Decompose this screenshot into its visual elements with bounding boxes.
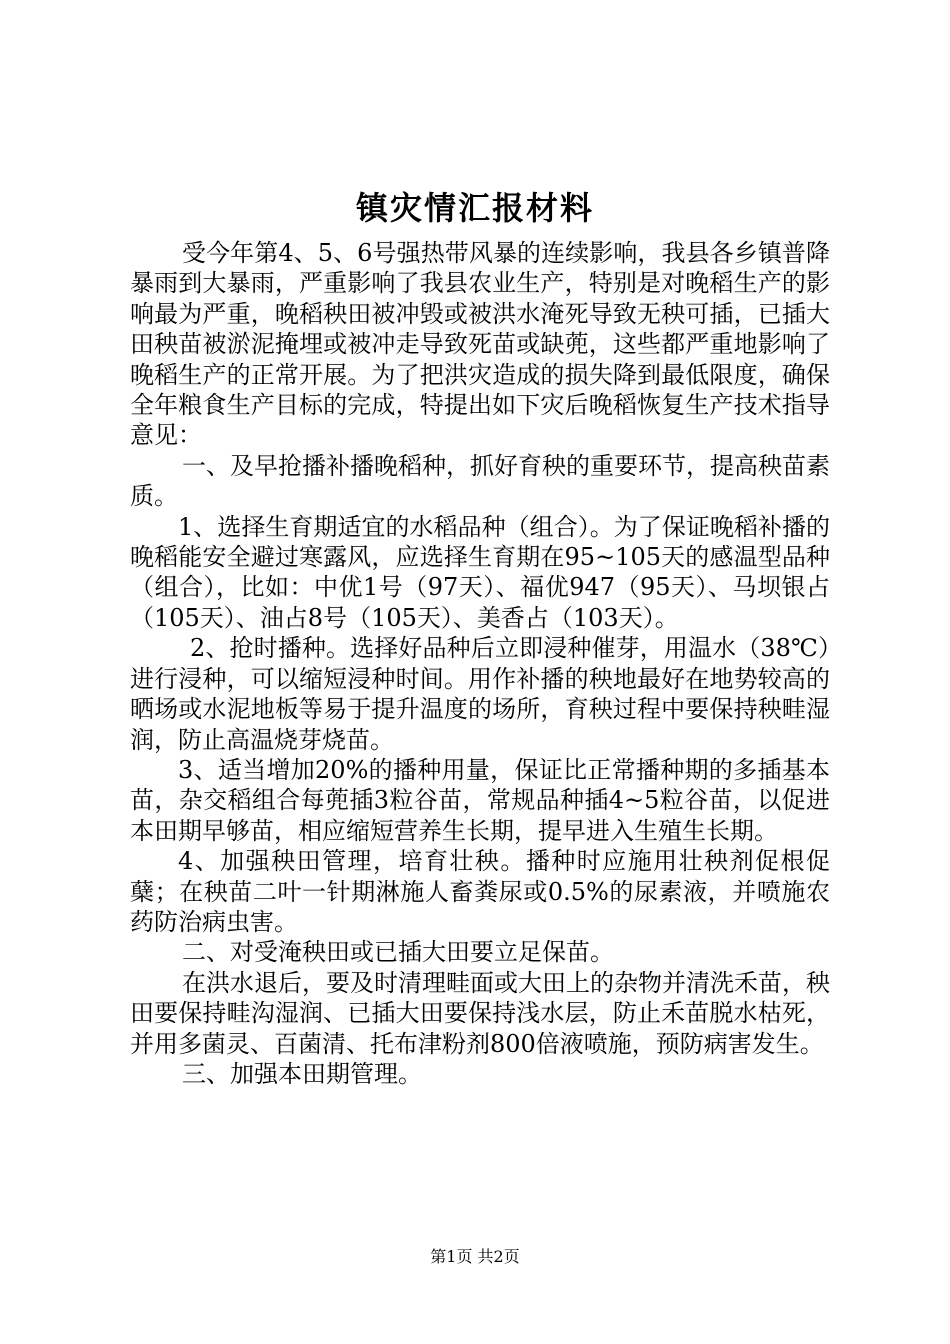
document-body	[130, 238, 830, 1089]
section-2-paragraph: 在洪水退后，要及时清理畦面或大田上的杂物并清洗禾苗，秧田要保持畦沟湿润、已插大田要保持浅水层，防止禾苗脱水枯死，并用多菌灵、百菌清、托布津粉剂800倍液喷施，预防病害发生。	[130, 968, 830, 1058]
item-paragraph-2: 2、抢时播种。选择好品种后立即浸种催芽，用温水（38℃）进行浸种，可以缩短浸种时间。用作补播的秧地最好在地势较高的晒场或水泥地板等易于提升温度的场所，育秧过程中要保持秧畦湿润，防止高温烧芽烧苗。	[130, 634, 830, 754]
page-footer: 第1页 共2页	[430, 1247, 520, 1266]
intro-paragraph: 受今年第4、5、6号强热带风暴的连续影响，我县各乡镇普降暴雨到大暴雨，严重影响了我县农业生产，特别是对晚稻生产的影响最为严重，晚稻秧田被冲毁或被洪水淹死导致无秧可插，已插大田秧苗被淤泥掩埋或被冲走导致死苗或缺蔸，这些都严重地影响了晚稻生产的正常开展。为了把洪灾造成的损失降到最低限度，确保全年粮食生产目标的完成，特提出如下灾后晚稻恢复生产技术指导意见：	[130, 239, 830, 450]
section-heading-3: 三、加强本田期管理。	[182, 1059, 422, 1088]
document-title: 镇灾情汇报材料	[355, 189, 594, 227]
item-paragraph-4: 4、加强秧田管理，培育壮秧。播种时应施用壮秧剂促根促蘖；在秧苗二叶一针期淋施人畜粪尿或0.5%的尿素液，并喷施农药防治病虫害。	[130, 847, 830, 936]
section-heading-1: 一、及早抢播补播晚稻种，抓好育秧的重要环节，提高秧苗素质。	[130, 451, 830, 511]
item-paragraph-3: 3、适当增加20%的播种用量，保证比正常播种期的多插基本苗，杂交稻组合每蔸插3粒谷苗，常规品种插4~5粒谷苗，以促进本田期早够苗，相应缩短营养生长期，提早进入生殖生长期。	[130, 755, 830, 845]
section-heading-2: 二、对受淹秧田或已插大田要立足保苗。	[182, 938, 614, 967]
item-paragraph-1: 1、选择生育期适宜的水稻品种（组合）。为了保证晚稻补播的晚稻能安全避过寒露风，应选择生育期在95~105天的感温型品种（组合），比如：中优1号（97天）、福优947（95天）、马坝银占（105天）、油占8号（105天）、美香占（103天）。	[130, 512, 830, 632]
